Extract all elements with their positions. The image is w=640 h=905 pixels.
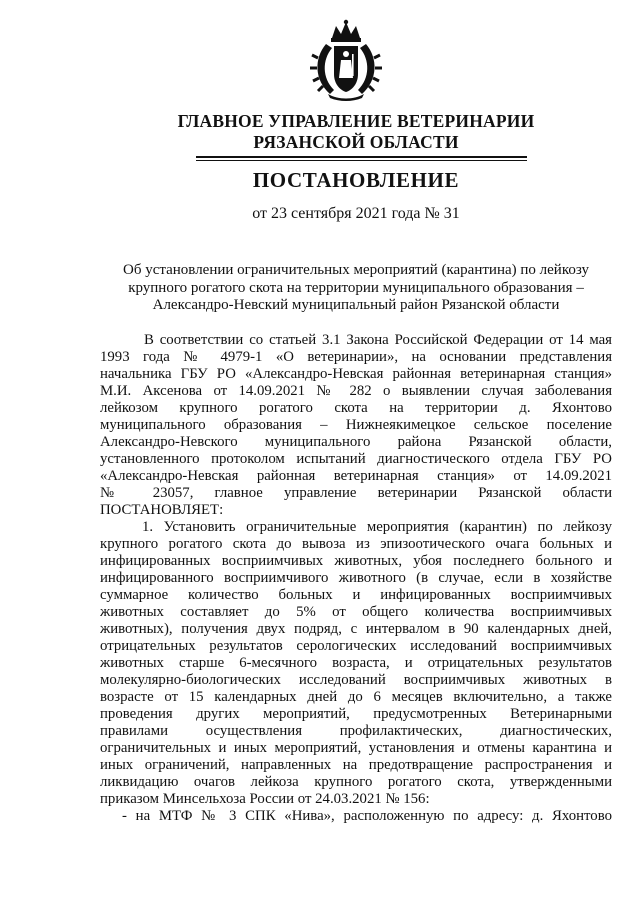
document-date-number: от 23 сентября 2021 года № 31 xyxy=(252,205,460,222)
body-line: муниципального образования – Нижнеякимецкое сельское поселение xyxy=(100,417,612,433)
subject-line: крупного рогатого скота на территории муниципального образования – xyxy=(128,279,584,296)
body-line: правилами осуществления профилактических, диагностических, xyxy=(100,723,612,739)
document-body xyxy=(100,332,612,825)
body-line: «Александро-Невская районная ветеринарная станция» от 14.09.2021 xyxy=(100,468,612,484)
body-line-decree: ПОСТАНОВЛЯЕТ: xyxy=(100,502,224,518)
body-line: молекулярно-биологических исследований восприимчивых животных в xyxy=(100,672,612,688)
body-line: приказом Минсельхоза России от 24.03.2021 № 156: xyxy=(100,791,430,807)
organization-name-line2: РЯЗАНСКОЙ ОБЛАСТИ xyxy=(253,132,459,152)
body-line: крупного рогатого скота до вывоза из эпизоотического очага больных и xyxy=(100,536,612,552)
body-line: проведения других мероприятий, предусмотренных Ветеринарными xyxy=(100,706,612,722)
subject-line: Александро-Невский муниципальный район Рязанской области xyxy=(152,297,560,313)
body-line: установленного протоколом испытаний диагностического отдела ГБУ РО xyxy=(100,451,612,467)
body-line: начальника ГБУ РО «Александро-Невская районная ветеринарная станция» xyxy=(100,366,612,382)
organization-name-line1: ГЛАВНОЕ УПРАВЛЕНИЕ ВЕТЕРИНАРИИ xyxy=(177,111,535,131)
body-line: В соответствии со статьей 3.1 Закона Российской Федерации от 14 мая xyxy=(144,332,612,348)
body-line: отрицательных результатов серологических исследований восприимчивых xyxy=(100,638,612,654)
body-line: иных ограничений, направленных на предотвращение распространения и xyxy=(100,757,612,773)
coat-of-arms-emblem xyxy=(308,18,384,102)
body-line: Александро-Невского муниципального района Рязанской области, xyxy=(100,434,612,450)
body-line-farm-address: - на МТФ № 3 СПК «Нива», расположенную по адресу: д. Яхонтово xyxy=(122,808,612,824)
body-line: ограничительных и иных мероприятий, установления и отмены карантина и xyxy=(100,740,612,756)
body-line: животных), получения двух подряд, с интервалом в 90 календарных дней, xyxy=(100,621,612,637)
document-subject xyxy=(100,262,612,315)
body-line: инфицированного восприимчивого животного (в случае, если в хозяйстве xyxy=(100,570,612,586)
body-line: М.И. Аксенова от 14.09.2021 № 282 о выявлении случая заболевания xyxy=(100,383,612,399)
body-line: инфицированных восприимчивых животных, убоя последнего больного и xyxy=(100,553,612,569)
body-line: животных старше 6-месячного возраста, и отрицательных результатов xyxy=(100,655,612,671)
body-line: суммарное количество больных и инфицированных восприимчивых xyxy=(100,587,612,603)
subject-line: Об установлении ограничительных мероприятий (карантина) по лейкозу xyxy=(123,262,589,278)
body-line: возрасте от 15 календарных дней до 6 месяцев включительно, а также xyxy=(100,689,612,705)
header-divider-thin xyxy=(196,160,527,161)
body-line: лейкозом крупного рогатого скота на территории д. Яхонтово xyxy=(100,400,612,416)
document-title: ПОСТАНОВЛЕНИЕ xyxy=(252,168,460,192)
header-divider-thick xyxy=(196,156,527,158)
body-line: № 23057, главное управление ветеринарии Рязанской области xyxy=(100,485,612,501)
body-line-item-1: 1. Установить ограничительные мероприятия (карантин) по лейкозу xyxy=(142,519,612,535)
body-line: 1993 года № 4979-1 «О ветеринарии», на основании представления xyxy=(100,349,612,365)
body-line: животных составляет до 5% от общего количества восприимчивых xyxy=(100,604,612,620)
body-line: ликвидацию очагов лейкоза крупного рогатого скота, утвержденными xyxy=(100,774,612,790)
